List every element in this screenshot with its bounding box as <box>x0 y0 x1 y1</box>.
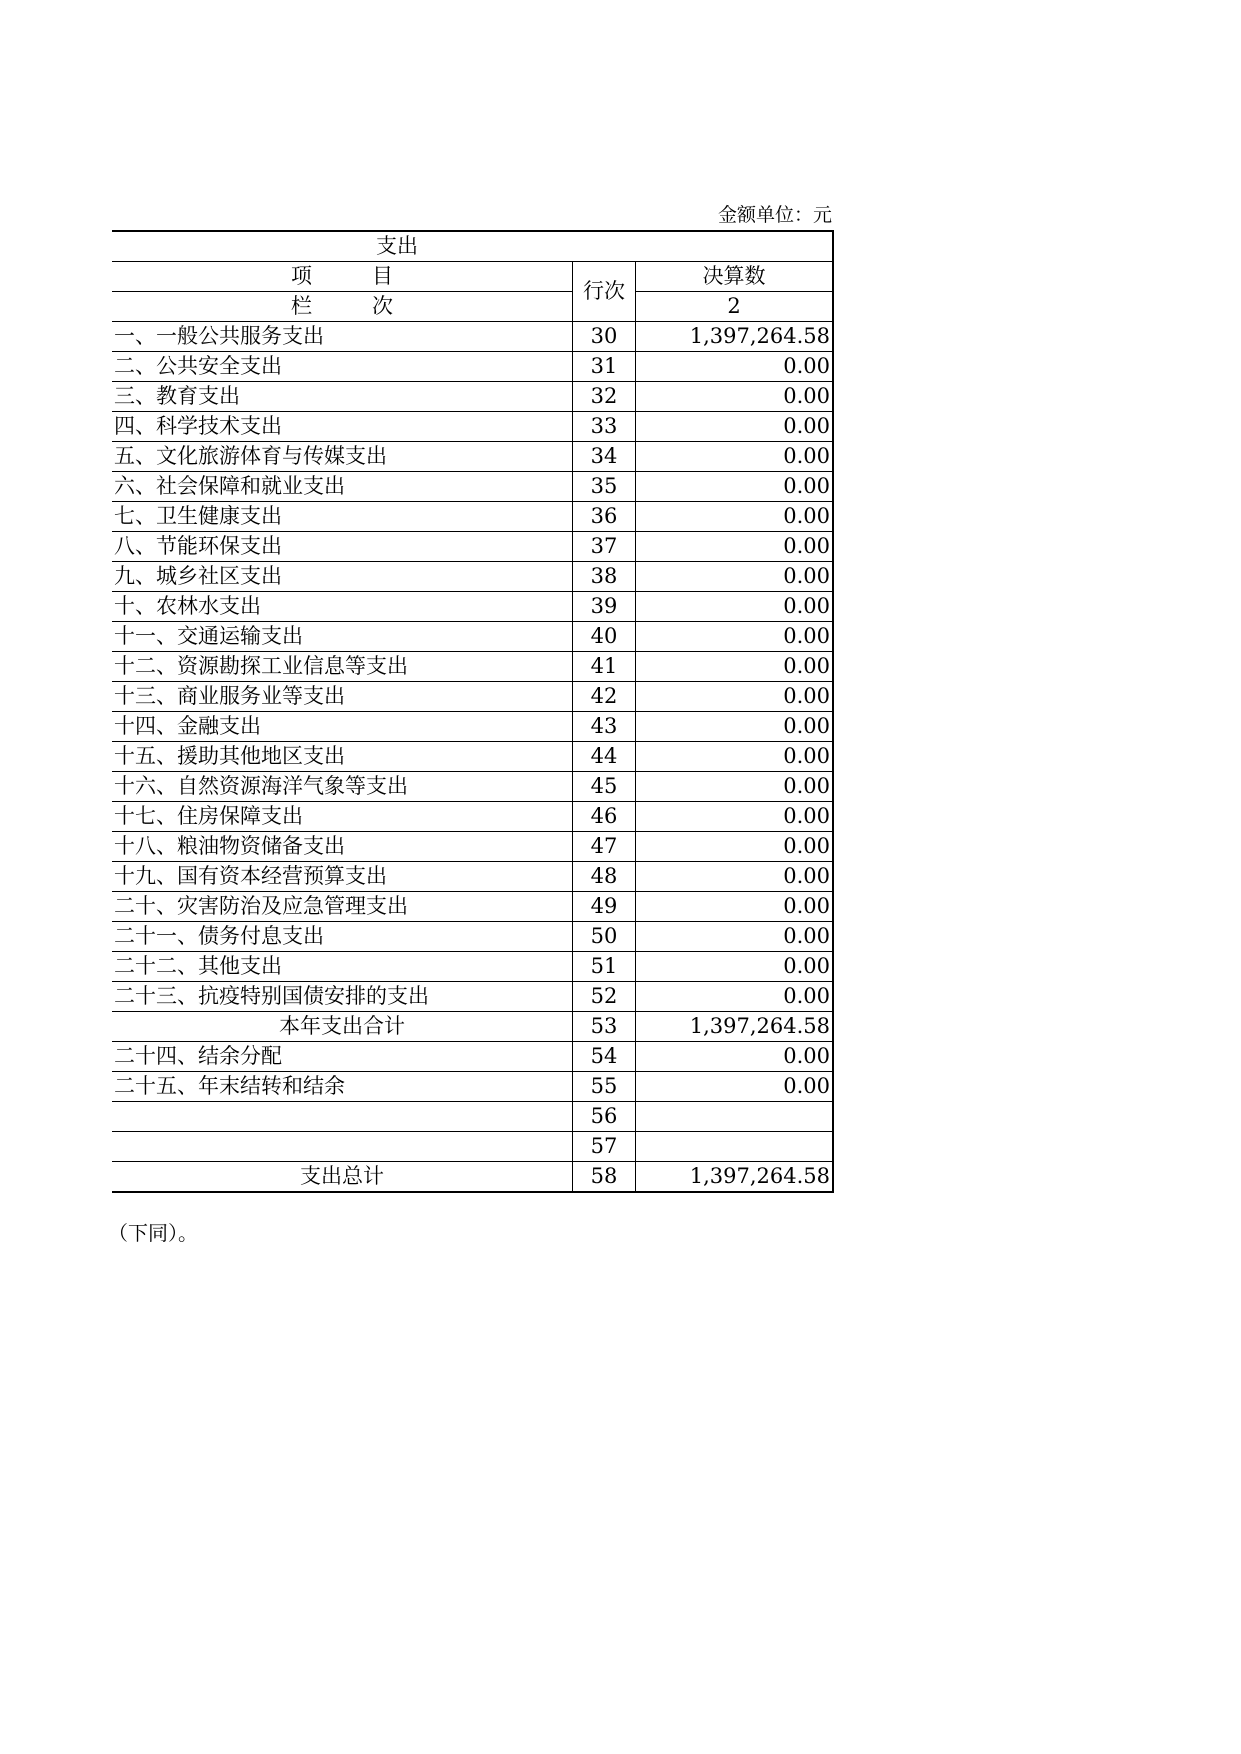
line-number-cell: 51 <box>573 952 636 982</box>
line-number-cell: 37 <box>573 532 636 562</box>
line-number-cell: 54 <box>573 1042 636 1072</box>
line-number-cell: 31 <box>573 352 636 382</box>
line-number-cell: 53 <box>573 1012 636 1042</box>
amount-cell: 1,397,264.58 <box>636 1162 834 1193</box>
column-header-part2: 次 <box>372 294 393 318</box>
grand-total-label: 支出总计 <box>112 1162 573 1193</box>
table-row <box>112 832 833 862</box>
line-number-cell: 44 <box>573 742 636 772</box>
table-row <box>112 472 833 502</box>
table-row <box>112 682 833 712</box>
item-label-cell: 七、卫生健康支出 <box>112 502 573 532</box>
line-number-cell: 42 <box>573 682 636 712</box>
table-row <box>112 952 833 982</box>
column-header-part1: 栏 <box>291 294 312 318</box>
amount-header: 决算数 <box>636 262 834 292</box>
item-label-cell: 十七、住房保障支出 <box>112 802 573 832</box>
item-label-cell: 九、城乡社区支出 <box>112 562 573 592</box>
item-label-cell: 二、公共安全支出 <box>112 352 573 382</box>
amount-cell: 0.00 <box>636 862 834 892</box>
item-label-cell: 十九、国有资本经营预算支出 <box>112 862 573 892</box>
subtotal-row <box>112 1012 833 1042</box>
item-header-part1: 项 <box>291 264 312 288</box>
amount-column-number: 2 <box>636 292 834 322</box>
item-label-cell: 十八、粮油物资储备支出 <box>112 832 573 862</box>
amount-cell: 0.00 <box>636 382 834 412</box>
amount-cell: 0.00 <box>636 592 834 622</box>
table-row <box>112 802 833 832</box>
line-number-header: 行次 <box>573 262 636 322</box>
unit-label: 金额单位：元 <box>717 204 832 226</box>
table-row <box>112 592 833 622</box>
line-number-cell: 35 <box>573 472 636 502</box>
amount-cell: 0.00 <box>636 652 834 682</box>
column-number-header <box>112 292 573 322</box>
amount-cell: 0.00 <box>636 1042 834 1072</box>
item-label-cell: 十六、自然资源海洋气象等支出 <box>112 772 573 802</box>
table-row <box>112 742 833 772</box>
table-row <box>112 352 833 382</box>
item-label-cell: 六、社会保障和就业支出 <box>112 472 573 502</box>
amount-cell: 0.00 <box>636 562 834 592</box>
expenditure-table <box>112 230 834 1193</box>
amount-cell: 0.00 <box>636 952 834 982</box>
table-row <box>112 982 833 1012</box>
line-number-cell: 46 <box>573 802 636 832</box>
amount-cell: 0.00 <box>636 1072 834 1102</box>
line-number-cell: 32 <box>573 382 636 412</box>
line-number-cell: 58 <box>573 1162 636 1193</box>
header-row-2 <box>112 292 833 322</box>
amount-cell: 0.00 <box>636 802 834 832</box>
table-row <box>112 562 833 592</box>
table-row <box>112 772 833 802</box>
table-row <box>112 622 833 652</box>
table-row <box>112 862 833 892</box>
item-label-cell: 二十二、其他支出 <box>112 952 573 982</box>
amount-cell: 0.00 <box>636 772 834 802</box>
table-row <box>112 922 833 952</box>
table-row <box>112 1072 833 1102</box>
table-row <box>112 412 833 442</box>
amount-cell: 0.00 <box>636 922 834 952</box>
amount-cell: 1,397,264.58 <box>636 1012 834 1042</box>
line-number-cell: 41 <box>573 652 636 682</box>
line-number-cell: 47 <box>573 832 636 862</box>
item-label-cell: 五、文化旅游体育与传媒支出 <box>112 442 573 472</box>
line-number-cell: 43 <box>573 712 636 742</box>
line-number-cell: 52 <box>573 982 636 1012</box>
item-label-cell: 二十五、年末结转和结余 <box>112 1072 573 1102</box>
table-row <box>112 712 833 742</box>
item-label-cell: 二十四、结余分配 <box>112 1042 573 1072</box>
item-label-cell: 十三、商业服务业等支出 <box>112 682 573 712</box>
section-title-row <box>112 231 833 262</box>
table-row <box>112 382 833 412</box>
table-row <box>112 532 833 562</box>
table-row <box>112 1132 833 1162</box>
amount-cell: 0.00 <box>636 502 834 532</box>
amount-cell <box>636 1102 834 1132</box>
amount-cell: 0.00 <box>636 982 834 1012</box>
amount-cell: 0.00 <box>636 472 834 502</box>
amount-cell <box>636 1132 834 1162</box>
line-number-cell: 45 <box>573 772 636 802</box>
table-row <box>112 892 833 922</box>
line-number-cell: 57 <box>573 1132 636 1162</box>
line-number-cell: 50 <box>573 922 636 952</box>
item-label-cell: 十二、资源勘探工业信息等支出 <box>112 652 573 682</box>
amount-cell: 0.00 <box>636 442 834 472</box>
item-label-cell: 一、一般公共服务支出 <box>112 322 573 352</box>
table-row <box>112 502 833 532</box>
amount-cell: 1,397,264.58 <box>636 322 834 352</box>
amount-cell: 0.00 <box>636 532 834 562</box>
table-row <box>112 322 833 352</box>
item-label-cell <box>112 1102 573 1132</box>
item-label-cell <box>112 1132 573 1162</box>
line-number-cell: 56 <box>573 1102 636 1132</box>
line-number-cell: 39 <box>573 592 636 622</box>
amount-cell: 0.00 <box>636 742 834 772</box>
grand-total-row <box>112 1162 833 1193</box>
line-number-cell: 55 <box>573 1072 636 1102</box>
item-label-cell: 十四、金融支出 <box>112 712 573 742</box>
item-label-cell: 二十、灾害防治及应急管理支出 <box>112 892 573 922</box>
amount-cell: 0.00 <box>636 712 834 742</box>
section-title: 支出 <box>112 231 833 262</box>
subtotal-label: 本年支出合计 <box>112 1012 573 1042</box>
table-row <box>112 1042 833 1072</box>
item-label-cell: 四、科学技术支出 <box>112 412 573 442</box>
amount-cell: 0.00 <box>636 682 834 712</box>
amount-cell: 0.00 <box>636 892 834 922</box>
line-number-cell: 33 <box>573 412 636 442</box>
table-row <box>112 1102 833 1132</box>
amount-cell: 0.00 <box>636 622 834 652</box>
amount-cell: 0.00 <box>636 352 834 382</box>
item-label-cell: 八、节能环保支出 <box>112 532 573 562</box>
item-header <box>112 262 573 292</box>
line-number-cell: 49 <box>573 892 636 922</box>
item-label-cell: 二十三、抗疫特别国债安排的支出 <box>112 982 573 1012</box>
item-label-cell: 十一、交通运输支出 <box>112 622 573 652</box>
line-number-cell: 30 <box>573 322 636 352</box>
header-row-1 <box>112 262 833 292</box>
amount-cell: 0.00 <box>636 832 834 862</box>
line-number-cell: 40 <box>573 622 636 652</box>
amount-cell: 0.00 <box>636 412 834 442</box>
item-header-part2: 目 <box>372 264 393 288</box>
item-label-cell: 三、教育支出 <box>112 382 573 412</box>
item-label-cell: 十五、援助其他地区支出 <box>112 742 573 772</box>
item-label-cell: 二十一、债务付息支出 <box>112 922 573 952</box>
table-row <box>112 652 833 682</box>
footnote: （下同）。 <box>108 1221 198 1245</box>
line-number-cell: 38 <box>573 562 636 592</box>
line-number-cell: 48 <box>573 862 636 892</box>
line-number-cell: 36 <box>573 502 636 532</box>
table-row <box>112 442 833 472</box>
item-label-cell: 十、农林水支出 <box>112 592 573 622</box>
line-number-cell: 34 <box>573 442 636 472</box>
